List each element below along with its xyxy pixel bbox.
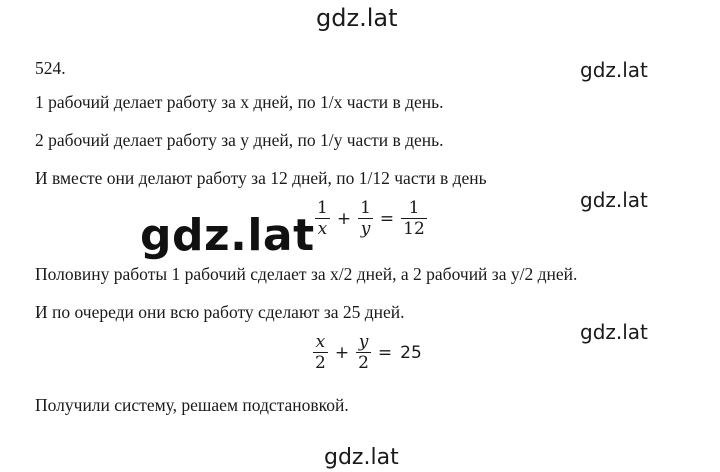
plus-sign: + [334,342,350,363]
denominator: 2 [358,353,369,373]
watermark-top: gdz.lat [316,4,398,32]
numerator: y [358,332,369,352]
text-line-4: Половину работы 1 рабочий сделает за x/2 дней, а 2 рабочий за y/2 дней. [35,264,578,284]
text-line-2: 2 рабочий делает работу за y дней, по 1/y части в день. [35,130,444,150]
text-line-3: И вместе они делают работу за 12 дней, по 1/12 части в день [35,168,487,188]
denominator: 12 [403,219,425,239]
denominator: x [317,219,328,239]
numerator: 1 [317,198,328,218]
problem-number: 524. [35,58,66,78]
denominator: 2 [315,353,326,373]
denominator: y [360,219,371,239]
rhs-value: 25 [400,342,422,363]
watermark-right-1: gdz.lat [580,58,648,82]
text-line-5: И по очереди они всю работу сделают за 25 дней. [35,302,405,322]
equation-2 [310,332,426,373]
watermark-right-2: gdz.lat [580,188,648,212]
fraction-1-over-x [315,198,330,239]
fraction-1-over-y [358,198,373,239]
equals-sign: = [379,208,395,229]
watermark-center-big: gdz.lat [140,210,315,261]
watermark-right-3: gdz.lat [580,320,648,344]
plus-sign: + [336,208,352,229]
fraction-y-over-2 [356,332,371,373]
text-line-1: 1 рабочий делает работу за x дней, по 1/x части в день. [35,92,444,112]
numerator: 1 [408,198,420,218]
equation-1 [312,198,430,239]
text-line-6: Получили систему, решаем подстановкой. [35,395,349,415]
watermark-bottom: gdz.lat [324,445,399,470]
numerator: x [315,332,326,352]
equals-sign: = [377,342,393,363]
numerator: 1 [360,198,371,218]
fraction-x-over-2 [313,332,328,373]
fraction-1-over-12 [401,198,427,239]
